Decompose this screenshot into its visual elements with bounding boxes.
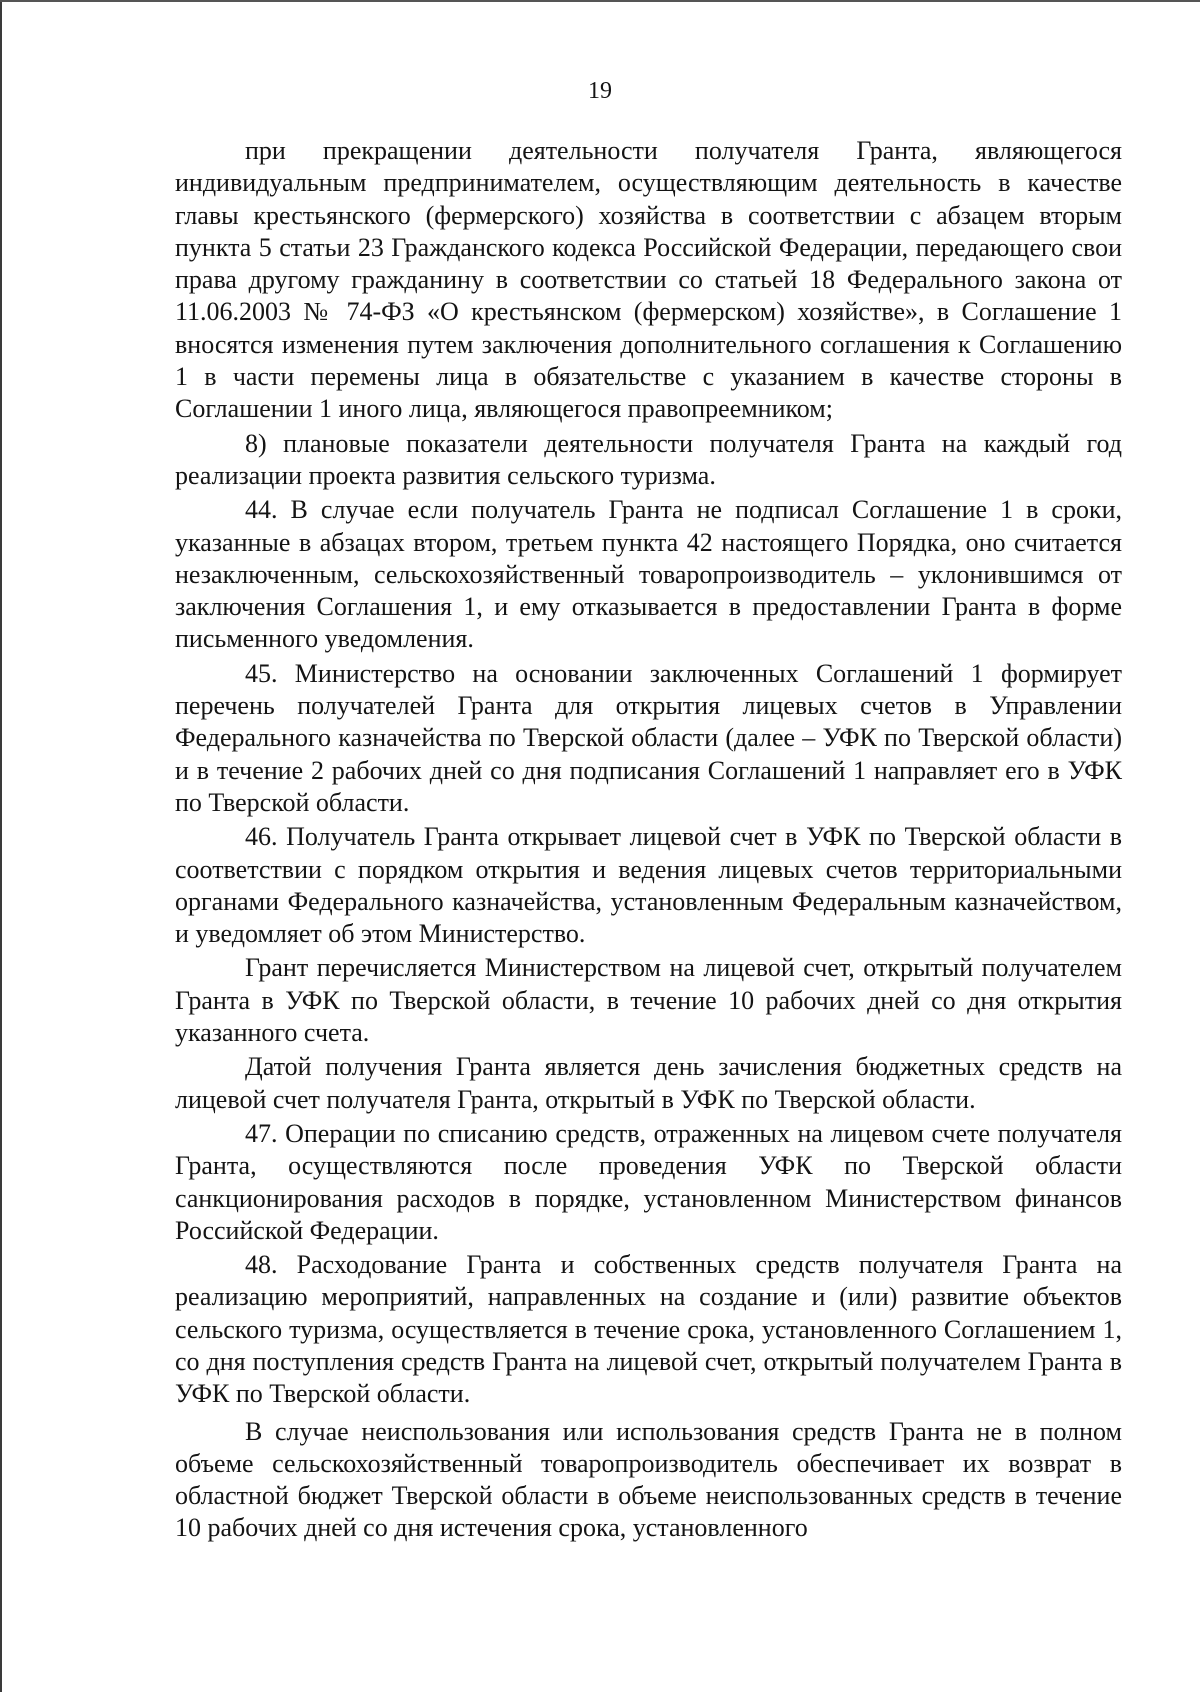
paragraph-47: 47. Операции по списанию средств, отраженных на лицевом счете получателя Гранта, осуществляются после проведения УФК по Тверской области санкционирования расходов в порядке, установленном Министерством финансов Российской Федерации.: [175, 1118, 1122, 1245]
paragraph-46: 46. Получатель Гранта открывает лицевой счет в УФК по Тверской области в соответствии с порядком открытия и ведения лицевых счетов территориальными органами Федерального казначейства, установленным Федеральным казначейством, и уведомляет об этом Министерство.: [175, 822, 1122, 949]
paragraph-continuation: при прекращении деятельности получателя Гранта, являющегося индивидуальным предпринимателем, осуществляющим деятельность в качестве главы крестьянского (фермерского) хозяйства в соответствии с абзацем вторым пункта 5 статьи 23 Гражданского кодекса Российской Федерации, передающего свои права другому гражданину в соответствии со статьей 18 Федерального закона от 11.06.2003 № 74-ФЗ «О крестьянском (фермерском) хозяйстве», в Соглашение 1 вносятся изменения путем заключения дополнительного соглашения к Соглашению 1 в части перемены лица в обязательстве с указанием в качестве стороны в Соглашении 1 иного лица, являющегося правопреемником;: [175, 136, 1122, 424]
paragraph-45: 45. Министерство на основании заключенных Соглашений 1 формирует перечень получателей Гранта для открытия лицевых счетов в Управлении Федерального казначейства по Тверской области (далее – УФК по Тверской области) и в течение 2 рабочих дней со дня подписания Соглашений 1 направляет его в УФК по Тверской области.: [175, 658, 1122, 817]
scan-edge-left: [0, 0, 2, 1692]
scan-edge-top: [0, 0, 1200, 2]
paragraph-unused-funds: В случае неиспользования или использования средств Гранта не в полном объеме сельскохозяйственный товаропроизводитель обеспечивает их возврат в областной бюджет Тверской области в объеме неиспользованных средств в течение 10 рабочих дней со дня истечения срока, установленного: [175, 1416, 1122, 1543]
paragraph-grant-transfer: Грант перечисляется Министерством на лицевой счет, открытый получателем Гранта в УФК по Тверской области, в течение 10 рабочих дней со дня открытия указанного счета.: [175, 953, 1122, 1048]
document-body: [175, 135, 1122, 1545]
paragraph-48: 48. Расходование Гранта и собственных средств получателя Гранта на реализацию мероприятий, направленных на создание и (или) развитие объектов сельского туризма, осуществляется в течение срока, установленного Соглашением 1, со дня поступления средств Гранта на лицевой счет, открытый получателем Гранта в УФК по Тверской области.: [175, 1250, 1122, 1409]
paragraph-item-8: 8) плановые показатели деятельности получателя Гранта на каждый год реализации проекта развития сельского туризма.: [175, 428, 1122, 490]
paragraph-grant-date: Датой получения Гранта является день зачисления бюджетных средств на лицевой счет получателя Гранта, открытый в УФК по Тверской области.: [175, 1052, 1122, 1114]
page-number: 19: [588, 78, 612, 104]
paragraph-44: 44. В случае если получатель Гранта не подписал Соглашение 1 в сроки, указанные в абзацах втором, третьем пункта 42 настоящего Порядка, оно считается незаключенным, сельскохозяйственный товаропроизводитель – уклонившимся от заключения Соглашения 1, и ему отказывается в предоставлении Гранта в форме письменного уведомления.: [175, 495, 1122, 654]
